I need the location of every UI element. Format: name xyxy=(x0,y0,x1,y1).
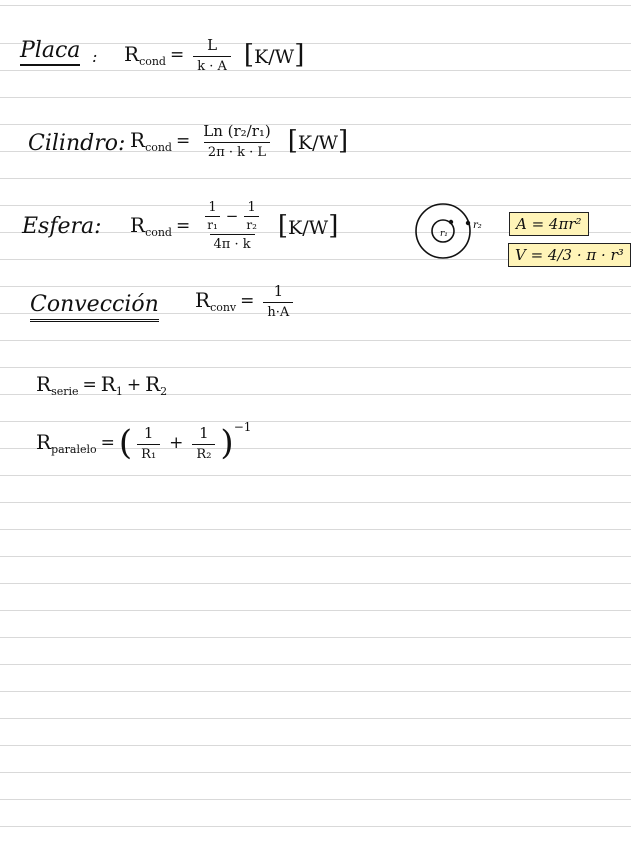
paralelo-exponent: −1 xyxy=(233,420,252,434)
esfera-denominator: 4π · k xyxy=(210,234,255,252)
cilindro-formula: $R_{cond}$ = $\frac{\text{Ln (r₂/r₁)}}{2\pi \cdot k \cdot L}$ [K/W] xyxy=(130,122,349,160)
placa-colon: : xyxy=(92,47,98,66)
placa-fraction xyxy=(193,36,231,74)
sphere-inner-point xyxy=(449,220,453,224)
placa-heading: Placa xyxy=(20,38,80,66)
esfera-lhs: $R_{cond}$ xyxy=(130,213,172,239)
placa-formula: $R_{cond}$ = $\frac{L}{k \cdot A}$ [K/W] xyxy=(124,36,305,74)
placa-unit: [K/W] xyxy=(243,40,305,70)
conveccion-denominator: h·A xyxy=(263,302,293,320)
sphere-outer-point xyxy=(466,221,470,225)
serie-r2: $R_2$ xyxy=(145,372,168,398)
cilindro-denominator: 2π · k · L xyxy=(204,142,270,160)
esfera-fraction xyxy=(199,200,265,252)
conveccion-fraction xyxy=(263,282,293,320)
paralelo-formula: $R_{paralelo}$ = ( $\frac{1}{\text{R₁}}$ + $\frac{1}{\text{R₂}}$ ) −1 xyxy=(36,420,252,463)
paralelo-term-2: $\frac{1}{\text{R₂}}$ xyxy=(192,424,215,462)
cilindro-unit: [K/W] xyxy=(287,126,349,156)
cilindro-numerator: Ln (r₂/r₁) xyxy=(203,122,271,140)
esfera-numerator: $\frac{1}{\text{r₁}}$ − $\frac{1}{\text{r₂}}$ xyxy=(207,200,257,232)
sphere-diagram xyxy=(412,200,502,262)
placa-numerator: L xyxy=(207,36,218,54)
sphere-r1-label: r₁ xyxy=(440,229,448,239)
conveccion-heading: Convección xyxy=(30,292,159,322)
conveccion-lhs: $R_{conv}$ xyxy=(195,288,237,314)
sphere-area-formula: A = 4πr² xyxy=(509,212,589,236)
serie-lhs: $R_{serie}$ xyxy=(36,372,79,398)
conveccion-numerator: 1 xyxy=(273,282,284,300)
paralelo-term-1: $\frac{1}{\text{R₁}}$ xyxy=(137,424,160,462)
serie-r1: $R_1$ xyxy=(100,372,123,398)
esfera-unit: [K/W] xyxy=(277,211,339,241)
serie-formula: $R_{serie}$ = $R_1$ + $R_2$ xyxy=(36,372,168,398)
esfera-formula: $R_{cond}$ = $\frac{1}{\text{r₁}}$ − $\frac{1}{\text{r₂}}$ 4π · k [K/W] xyxy=(130,200,339,252)
conveccion-formula: $R_{conv}$ = $\frac{1}{h\cdot A}$ xyxy=(195,282,298,320)
sphere-r2-label: r₂ xyxy=(473,220,482,231)
cilindro-heading: Cilindro: xyxy=(28,131,126,156)
sphere-volume-formula: V = 4/3 · π · r³ xyxy=(508,243,631,267)
esfera-heading: Esfera: xyxy=(22,214,102,239)
cilindro-fraction xyxy=(199,122,275,160)
placa-lhs: $R_{cond}$ xyxy=(124,42,166,68)
cilindro-lhs: $R_{cond}$ xyxy=(130,128,172,154)
placa-denominator: k · A xyxy=(193,56,231,74)
paralelo-lhs: $R_{paralelo}$ xyxy=(36,430,97,456)
